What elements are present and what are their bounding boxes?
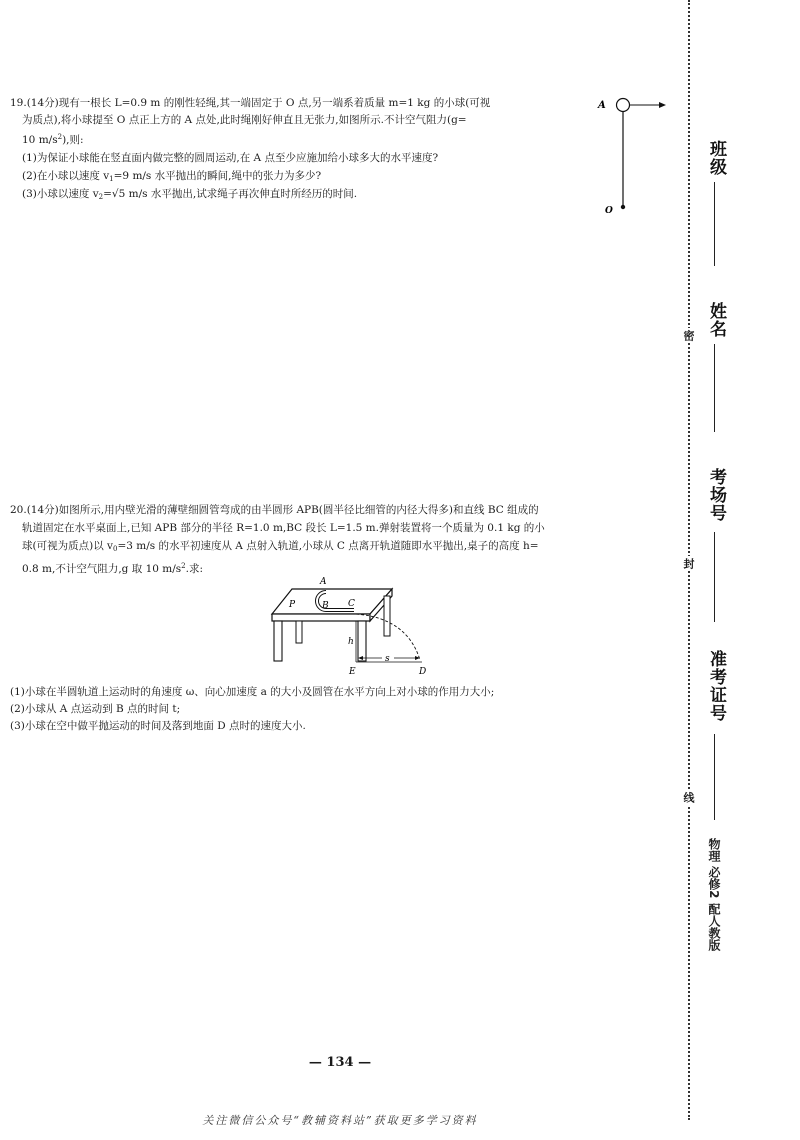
q20-sub-1-text: (1)小球在半圆轨道上运动时的角速度 ω、向心加速度 a 的大小及圆管在水平方向上对小球的作用力大小;	[10, 686, 495, 698]
q19-sub-1	[22, 150, 438, 167]
class-label: 班级	[706, 140, 726, 176]
q19-text-3a: 10 m/s	[22, 134, 58, 146]
q20-label-e: E	[349, 667, 356, 677]
q19-score: (14分)	[26, 97, 59, 109]
q20-label-b: B	[322, 601, 329, 611]
q20-label-d: D	[419, 667, 427, 677]
q19-sub-3b: =√5 m/s 水平抛出,试求绳子再次伸直时所经历的时间.	[103, 188, 358, 200]
class-blank-line	[714, 182, 715, 266]
q20-line-2	[22, 520, 545, 537]
q19-sub-3	[22, 186, 357, 206]
name-blank-line	[714, 344, 715, 432]
q19-text-1: 现有一根长 L=0.9 m 的刚性轻绳,其一端固定于 O 点,另一端系着质量 m=1 kg 的小球(可视	[58, 97, 491, 109]
q20-label-p: P	[289, 600, 296, 610]
page-number: — 134 —	[308, 1055, 372, 1070]
seal-xian: 线	[682, 792, 695, 803]
q20-line-3	[22, 538, 539, 558]
q20-sub-1	[10, 684, 494, 701]
ticket-number-blank-line	[714, 734, 715, 820]
q20-sup: 2	[181, 562, 186, 570]
q20-score: (14分)	[26, 504, 59, 516]
q19-figure	[596, 92, 672, 222]
q19-sub-2	[22, 168, 321, 188]
ticket-number-label: 准考证号	[706, 650, 726, 722]
q19-sup: 2	[57, 133, 63, 141]
q19-text-2: 为质点),将小球提至 O 点正上方的 A 点处,此时绳刚好伸直且无张力,如图所示.不计空气阻力(g=	[22, 114, 467, 126]
seal-mi: 密	[682, 330, 695, 341]
seal-feng: 封	[682, 558, 695, 569]
q20-label-s: s	[385, 654, 390, 664]
q20-leg-front-left	[274, 621, 282, 661]
name-label: 姓名	[706, 302, 726, 338]
q19-ball	[617, 99, 630, 112]
q20-label-a: A	[320, 577, 327, 587]
q19-line-3	[22, 129, 84, 149]
q19-sub-2b: =9 m/s 水平抛出的瞬间,绳中的张力为多少?	[113, 170, 322, 182]
q19-text-3b: ),则:	[62, 134, 84, 146]
q19-arrow-head	[659, 102, 666, 108]
q19-sub-3-sub: 2	[98, 193, 104, 201]
q20-sub-3	[10, 718, 306, 735]
q20-sub: 0	[112, 545, 118, 553]
q19-number: 19.	[10, 97, 27, 109]
q20-label-h: h	[348, 637, 354, 647]
q20-sub-2	[10, 701, 180, 718]
q20-text-3a: 球(可视为质点)以 v	[22, 540, 113, 552]
exam-room-blank-line	[714, 532, 715, 622]
q20-text-1: 如图所示,用内壁光滑的薄壁细圆管弯成的由半圆形 APB(圆半径比细管的内径大得多)和直线 BC 组成的	[58, 504, 539, 516]
q19-sub-2a: (2)在小球以速度 v	[22, 170, 110, 182]
q20-sub-2-text: (2)小球从 A 点运动到 B 点的时间 t;	[10, 703, 181, 715]
q20-line-1	[10, 502, 539, 519]
q20-figure	[262, 574, 442, 680]
q20-line-4	[22, 558, 203, 578]
q20-table-front-edge	[272, 614, 370, 621]
q20-text-3b: =3 m/s 的水平初速度从 A 点射入轨道,小球从 C 点离开轨道随即水平抛出,桌子的高度 h=	[117, 540, 539, 552]
q20-leg-back-right	[384, 596, 390, 636]
q20-label-c: C	[348, 599, 355, 609]
exam-room-label: 考场号	[706, 468, 726, 522]
q19-fig-label-a: A	[598, 100, 606, 111]
q19-sub-1-text: (1)为保证小球能在竖直面内做完整的圆周运动,在 A 点至少应施加给小球多大的水平速度?	[22, 152, 439, 164]
q20-sub-3-text: (3)小球在空中做平抛运动的时间及落到地面 D 点时的速度大小.	[10, 720, 306, 732]
q20-text-4b: .求:	[185, 563, 204, 575]
q20-text-4a: 0.8 m,不计空气阻力,g 取 10 m/s	[22, 563, 182, 575]
q19-fig-label-o: O	[605, 206, 613, 216]
q19-line-2	[22, 112, 467, 129]
q19-pivot-o	[621, 205, 625, 209]
q20-leg-back-left	[296, 621, 302, 643]
q20-leg-front-right	[358, 621, 366, 661]
subject-label: 物理 必修2 配人教版	[707, 838, 721, 951]
q19-line-1	[10, 95, 490, 112]
footer-note: 关注微信公众号“教辅资料站”获取更多学习资料	[202, 1114, 478, 1127]
q19-sub-3a: (3)小球以速度 v	[22, 188, 99, 200]
q20-text-2: 轨道固定在水平桌面上,已知 APB 部分的半径 R=1.0 m,BC 段长 L=1.5 m.弹射装置将一个质量为 0.1 kg 的小	[22, 522, 545, 534]
q20-number: 20.	[10, 504, 27, 516]
q19-sub-2-sub: 1	[109, 175, 114, 183]
